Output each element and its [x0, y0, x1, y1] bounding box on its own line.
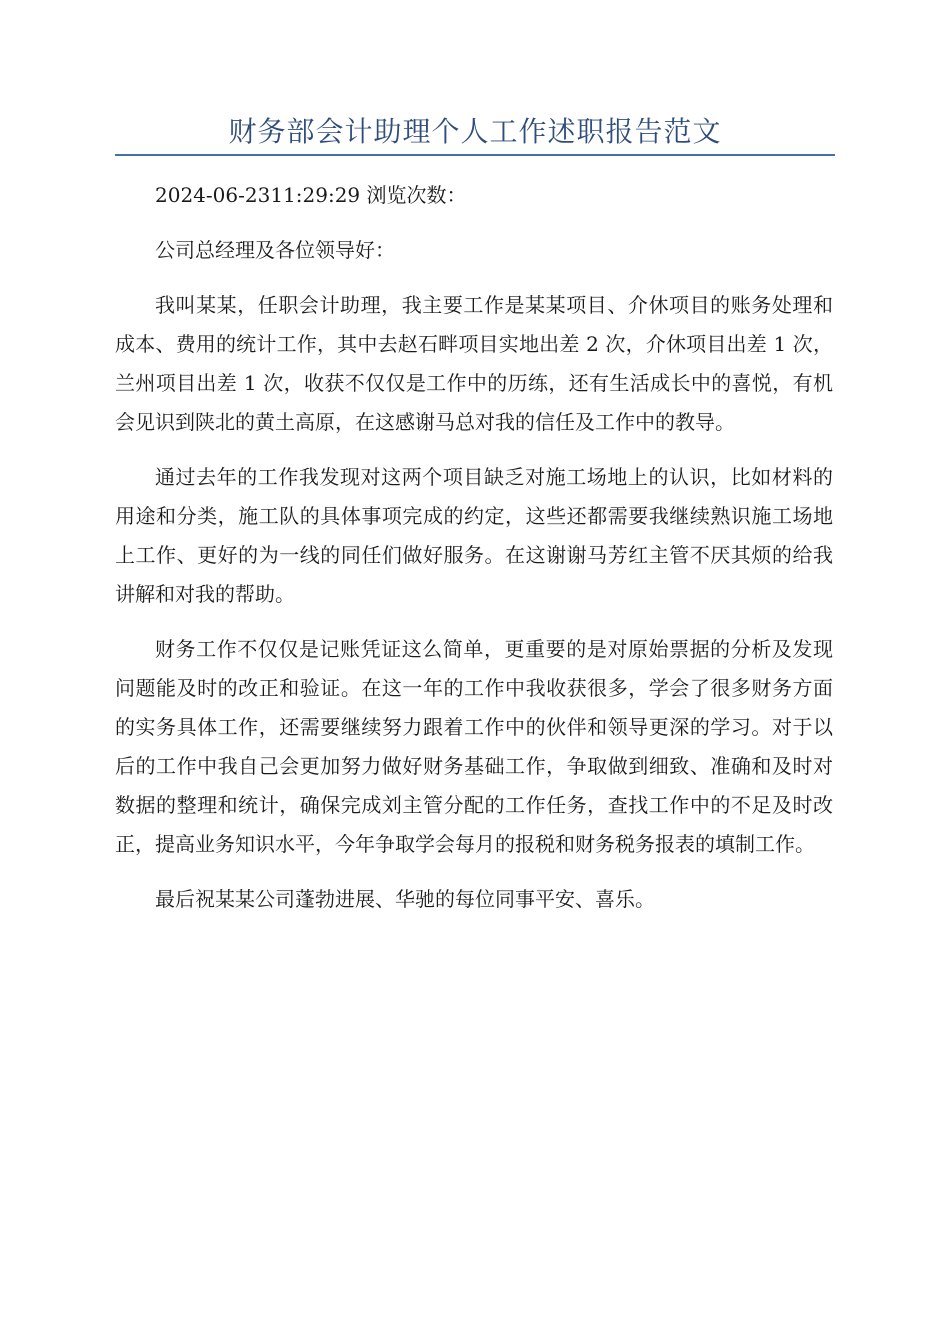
title-underline — [115, 154, 835, 156]
paragraph-3: 财务工作不仅仅是记账凭证这么简单，更重要的是对原始票据的分析及发现问题能及时的改正和验证。在这一年的工作中我收获很多，学会了很多财务方面的实务具体工作，还需要继续努力跟着工作中的伙伴和领导更深的学习。对于以后的工作中我自己会更加努力做好财务基础工作，争取做到细致、准确和及时对数据的整理和统计，确保完成刘主管分配的工作任务，查找工作中的不足及时改正，提高业务知识水平，今年争取学会每月的报税和财务税务报表的填制工作。 — [115, 637, 833, 856]
paragraph-4: 最后祝某某公司蓬勃进展、华驰的每位同事平安、喜乐。 — [155, 887, 655, 911]
paragraph-2: 通过去年的工作我发现对这两个项目缺乏对施工场地上的认识，比如材料的用途和分类，施工队的具体事项完成的约定，这些还都需要我继续熟识施工场地上工作、更好的为一线的同任们做好服务。在这谢谢马芳红主管不厌其烦的给我讲解和对我的帮助。 — [115, 465, 833, 606]
document-body — [115, 176, 833, 935]
publish-meta: 2024-06-2311:29:29 浏览次数： — [155, 183, 467, 207]
paragraph-1: 我叫某某，任职会计助理，我主要工作是某某项目、介休项目的账务处理和成本、费用的统计工作，其中去赵石畔项目实地出差 2 次，介休项目出差 1 次，兰州项目出差 1 次，收获不仅仅是工作中的历练，还有生活成长中的喜悦，有机会见识到陕北的黄土高原，在这感谢马总对我的信任及工作中的教导。 — [115, 293, 833, 434]
greeting: 公司总经理及各位领导好： — [155, 238, 395, 262]
document-title: 财务部会计助理个人工作述职报告范文 — [228, 115, 722, 148]
